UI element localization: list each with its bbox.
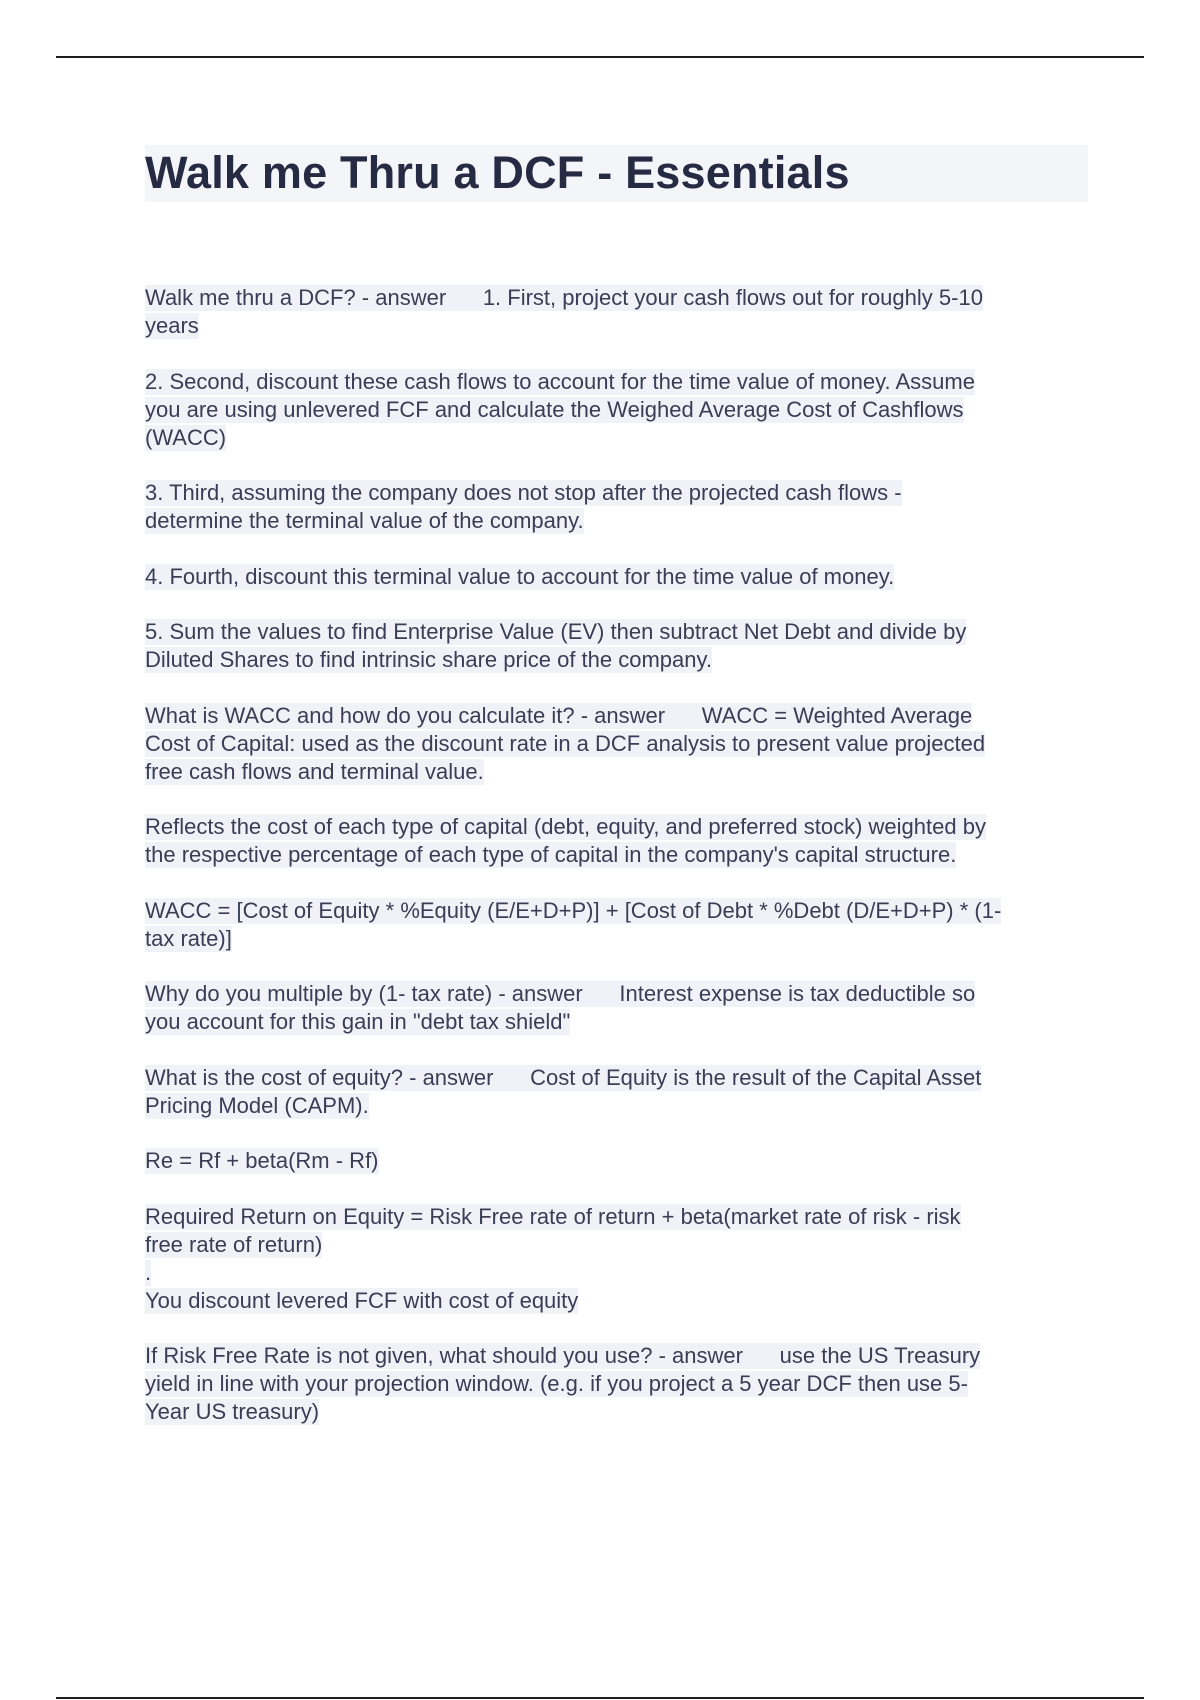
text-line (145, 479, 1090, 507)
text-line (145, 507, 1090, 535)
qa-paragraph (145, 368, 1090, 452)
top-rule (56, 56, 1144, 58)
text-line-content: 3. Third, assuming the company does not stop after the projected cash flows - (145, 480, 902, 505)
bottom-rule (56, 1697, 1144, 1699)
text-line (145, 424, 1090, 452)
text-line-content: free rate of return) (145, 1231, 323, 1257)
text-line-content: What is WACC and how do you calculate it? - answer WACC = Weighted Average (145, 702, 973, 728)
text-line (145, 1008, 1090, 1036)
text-line-content: you are using unlevered FCF and calculate the Weighed Average Cost of Cashflows (145, 396, 964, 422)
text-line-content: Walk me thru a DCF? - answer 1. First, project your cash flows out for roughly 5-10 (145, 285, 983, 310)
text-line-content: 4. Fourth, discount this terminal value to account for the time value of money. (145, 563, 895, 589)
text-line (145, 702, 1090, 730)
text-line (145, 1398, 1090, 1426)
text-line (145, 284, 1090, 312)
text-line (145, 1064, 1090, 1092)
text-line-content: What is the cost of equity? - answer Cost of Equity is the result of the Capital Asset (145, 1064, 982, 1090)
text-line (145, 1203, 1090, 1231)
text-line (145, 897, 1090, 925)
text-line-content: yield in line with your projection window. (e.g. if you project a 5 year DCF then use 5- (145, 1371, 968, 1396)
text-line-content: tax rate)] (145, 925, 232, 951)
text-line (145, 1287, 1090, 1315)
document-body (145, 284, 1090, 1426)
qa-paragraph (145, 897, 1090, 953)
qa-paragraph (145, 702, 1090, 786)
text-line (145, 758, 1090, 786)
text-line-content: (WACC) (145, 424, 227, 450)
text-line-content: Re = Rf + beta(Rm - Rf) (145, 1148, 379, 1173)
qa-paragraph (145, 1342, 1090, 1426)
text-line-content: . (145, 1259, 152, 1285)
text-line-content: You discount levered FCF with cost of equity (145, 1287, 579, 1313)
text-line-content: free cash flows and terminal value. (145, 758, 484, 784)
text-line (145, 730, 1090, 758)
qa-paragraph (145, 980, 1090, 1036)
text-line-content: 2. Second, discount these cash flows to account for the time value of money. Assume (145, 368, 975, 394)
text-line-content: Reflects the cost of each type of capital (debt, equity, and preferred stock) weighted by (145, 814, 986, 839)
text-line (145, 813, 1090, 841)
text-line (145, 312, 1090, 340)
qa-paragraph (145, 1147, 1090, 1175)
text-line-content: Required Return on Equity = Risk Free rate of return + beta(market rate of risk - risk (145, 1203, 961, 1229)
text-line (145, 646, 1090, 674)
text-line (145, 563, 1090, 591)
text-line (145, 1370, 1090, 1398)
text-line-content: WACC = [Cost of Equity * %Equity (E/E+D+P)] + [Cost of Debt * %Debt (D/E+D+P) * (1- (145, 897, 1002, 923)
text-line-content: Year US treasury) (145, 1399, 320, 1424)
text-line-content: you account for this gain in "debt tax shield" (145, 1009, 571, 1034)
text-line-content: years (145, 313, 199, 338)
text-line (145, 1092, 1090, 1120)
text-line-content: Diluted Shares to find intrinsic share price of the company. (145, 647, 712, 672)
text-line (145, 1259, 1090, 1287)
text-line (145, 396, 1090, 424)
qa-paragraph (145, 813, 1090, 869)
qa-paragraph (145, 1064, 1090, 1120)
text-line (145, 1342, 1090, 1370)
text-line (145, 618, 1090, 646)
text-line-content: Why do you multiple by (1- tax rate) - answer Interest expense is tax deductible so (145, 981, 976, 1006)
qa-paragraph (145, 284, 1090, 340)
page-title: Walk me Thru a DCF - Essentials (145, 147, 850, 198)
text-line-content: 5. Sum the values to find Enterprise Value (EV) then subtract Net Debt and divide by (145, 619, 967, 644)
text-line-content: Cost of Capital: used as the discount rate in a DCF analysis to present value projected (145, 730, 986, 756)
text-line-content: Pricing Model (CAPM). (145, 1092, 369, 1118)
text-line (145, 841, 1090, 869)
text-line-content: If Risk Free Rate is not given, what should you use? - answer use the US Treasury (145, 1343, 981, 1368)
qa-paragraph (145, 479, 1090, 535)
text-line (145, 980, 1090, 1008)
text-line (145, 1231, 1090, 1259)
text-line (145, 1147, 1090, 1175)
qa-paragraph (145, 563, 1090, 591)
qa-paragraph (145, 618, 1090, 674)
qa-paragraph (145, 1203, 1090, 1315)
text-line (145, 925, 1090, 953)
text-line-content: determine the terminal value of the company. (145, 508, 584, 533)
text-line-content: the respective percentage of each type of capital in the company's capital structure. (145, 842, 957, 867)
text-line (145, 368, 1090, 396)
